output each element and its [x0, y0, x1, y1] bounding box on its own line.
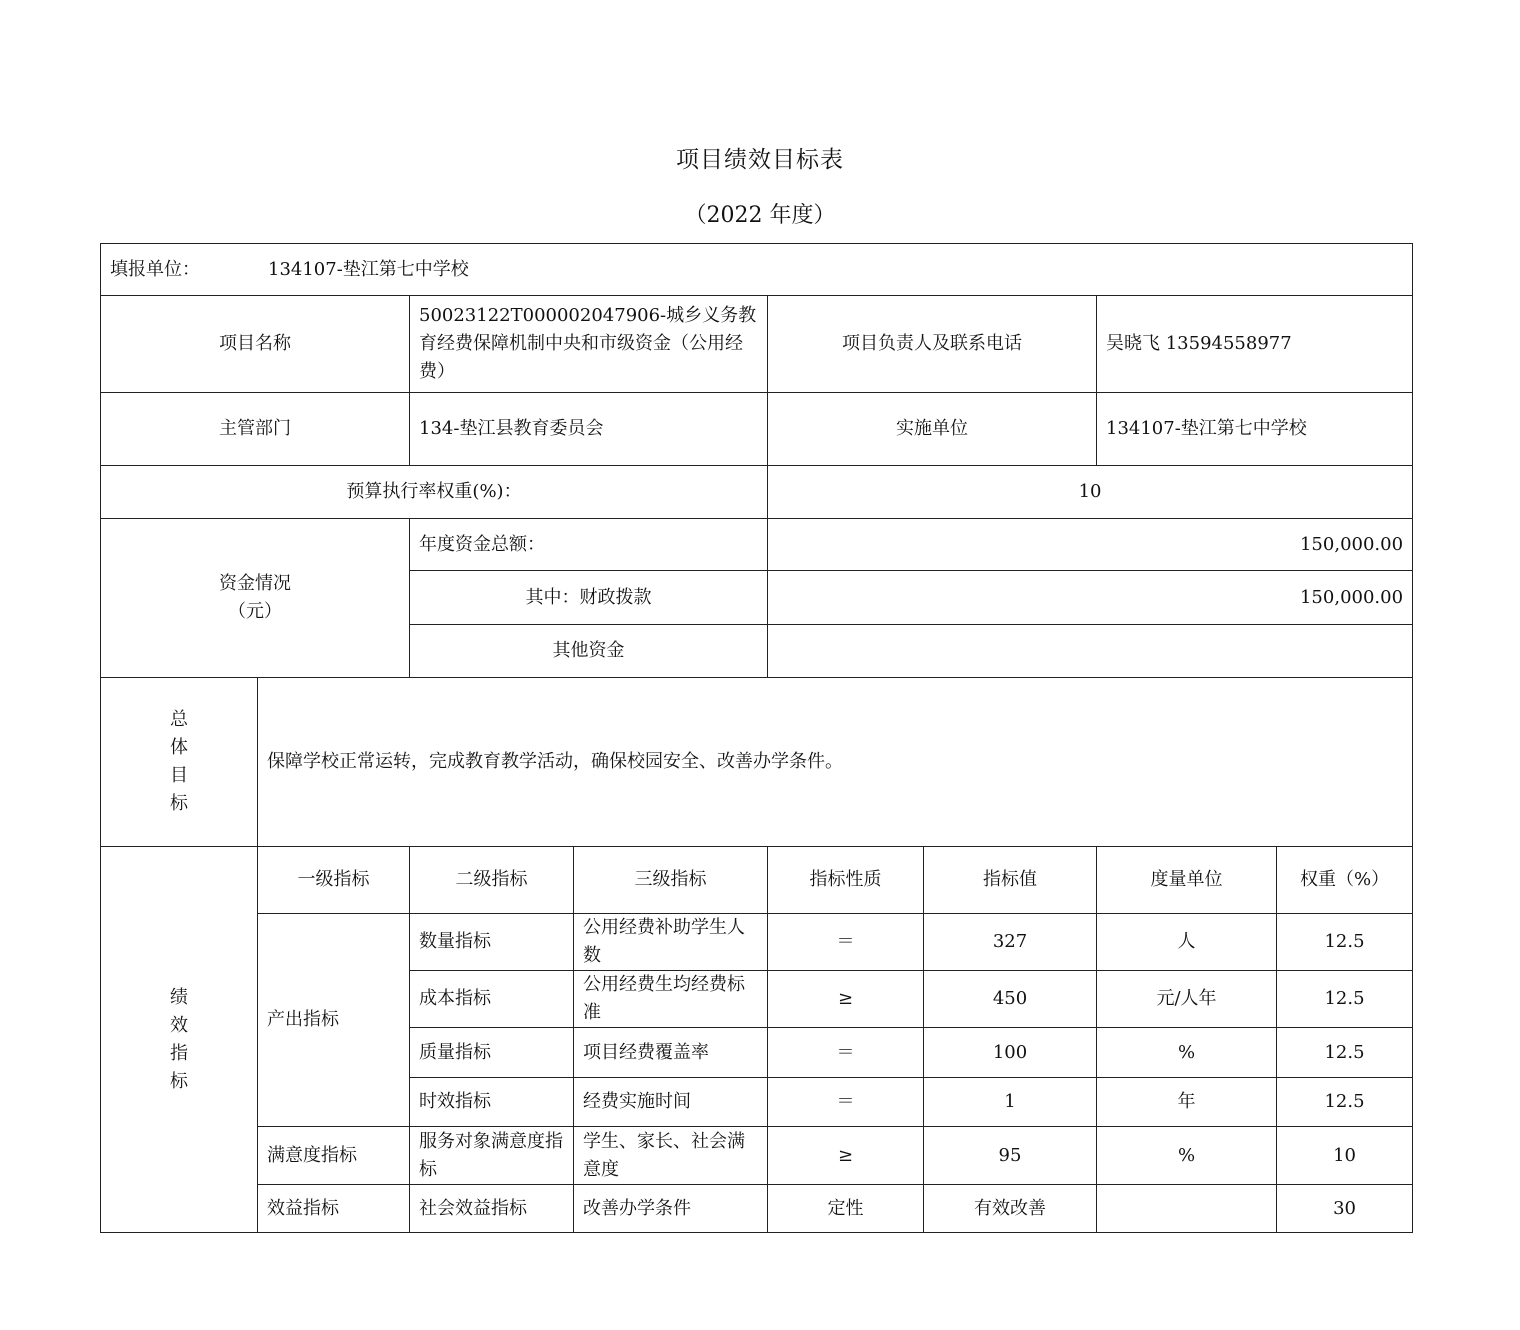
dept-row: [101, 393, 1413, 466]
goal-label-char: 标: [170, 793, 188, 814]
table-row: [101, 914, 1413, 971]
nature-cell: ≥: [768, 971, 924, 1028]
weight-cell: 10: [1277, 1127, 1413, 1185]
header-level3: 三级指标: [574, 847, 768, 914]
header-level1: 一级指标: [258, 847, 410, 914]
level2-cell: 成本指标: [410, 971, 574, 1028]
level1-cell: 效益指标: [258, 1185, 410, 1233]
impl-unit-label: 实施单位: [768, 393, 1097, 466]
level2-cell: 社会效益指标: [410, 1185, 574, 1233]
unit-row: [101, 244, 1413, 296]
header-nature: 指标性质: [768, 847, 924, 914]
project-leader-value: 吴晓飞 13594558977: [1097, 296, 1413, 393]
level1-cell: 满意度指标: [258, 1127, 410, 1185]
unit-cell: 人: [1097, 914, 1277, 971]
nature-cell: 定性: [768, 1185, 924, 1233]
weight-cell: 12.5: [1277, 971, 1413, 1028]
value-cell: 100: [924, 1028, 1097, 1078]
project-leader-label: 项目负责人及联系电话: [768, 296, 1097, 393]
level3-cell: 学生、家长、社会满意度: [574, 1127, 768, 1185]
page-subtitle: （2022 年度）: [684, 203, 836, 228]
output-indicator-label: 产出指标: [258, 914, 410, 1127]
header-unit: 度量单位: [1097, 847, 1277, 914]
funds-other-value: [768, 625, 1413, 678]
funds-label: [101, 519, 410, 678]
unit-value: 134107-垫江第七中学校: [268, 258, 469, 280]
value-cell: 450: [924, 971, 1097, 1028]
value-cell: 95: [924, 1127, 1097, 1185]
level3-cell: 改善办学条件: [574, 1185, 768, 1233]
goal-label-char: 体: [170, 737, 188, 758]
perf-header-row: [101, 847, 1413, 914]
nature-cell: ＝: [768, 914, 924, 971]
table-row: [101, 1127, 1413, 1185]
nature-cell: ＝: [768, 1028, 924, 1078]
value-cell: 327: [924, 914, 1097, 971]
header-value: 指标值: [924, 847, 1097, 914]
weight-cell: 12.5: [1277, 1028, 1413, 1078]
unit-label: 填报单位：: [110, 258, 200, 280]
level2-cell: 质量指标: [410, 1028, 574, 1078]
goal-text: 保障学校正常运转，完成教育教学活动，确保校园安全、改善办学条件。: [258, 678, 1413, 847]
funds-total-value: 150,000.00: [768, 519, 1413, 571]
unit-cell: %: [1097, 1127, 1277, 1185]
table-row: [101, 1185, 1413, 1233]
perf-label: [101, 847, 258, 1233]
budget-rate-row: [101, 466, 1413, 519]
impl-unit-value: 134107-垫江第七中学校: [1097, 393, 1413, 466]
goal-row: [101, 678, 1413, 847]
weight-cell: 12.5: [1277, 1078, 1413, 1127]
funds-label-line1: 资金情况: [219, 573, 291, 594]
perf-label-char: 指: [170, 1042, 188, 1064]
unit-cell: 年: [1097, 1078, 1277, 1127]
funds-other-label: 其他资金: [410, 625, 768, 678]
header-weight: 权重（%）: [1277, 847, 1413, 914]
level2-cell: 服务对象满意度指标: [410, 1127, 574, 1185]
funds-total-label: 年度资金总额：: [410, 519, 768, 571]
goal-label-char: 目: [170, 765, 188, 786]
funds-label-line2: （元）: [228, 601, 282, 622]
budget-rate-value: 10: [768, 466, 1413, 519]
goal-label: [101, 678, 258, 847]
weight-cell: 30: [1277, 1185, 1413, 1233]
funds-total-row: [101, 519, 1413, 571]
performance-target-table: [100, 243, 1413, 1233]
page-title: 项目绩效目标表: [676, 147, 844, 173]
perf-label-char: 效: [170, 1014, 188, 1036]
unit-cell: [101, 244, 1413, 296]
budget-rate-label: 预算执行率权重(%)：: [101, 466, 768, 519]
funds-fiscal-label: 其中：财政拨款: [410, 571, 768, 625]
dept-label: 主管部门: [101, 393, 410, 466]
perf-label-char: 标: [170, 1070, 188, 1092]
level2-cell: 数量指标: [410, 914, 574, 971]
nature-cell: ≥: [768, 1127, 924, 1185]
unit-cell: 元/人年: [1097, 971, 1277, 1028]
project-name-label: 项目名称: [101, 296, 410, 393]
level3-cell: 项目经费覆盖率: [574, 1028, 768, 1078]
level3-cell: 公用经费生均经费标准: [574, 971, 768, 1028]
header-level2: 二级指标: [410, 847, 574, 914]
value-cell: 有效改善: [924, 1185, 1097, 1233]
unit-cell: [1097, 1185, 1277, 1233]
project-row: [101, 296, 1413, 393]
funds-fiscal-value: 150,000.00: [768, 571, 1413, 625]
unit-cell: %: [1097, 1028, 1277, 1078]
project-name-value: 50023122T000002047906-城乡义务教育经费保障机制中央和市级资金（公用经费）: [410, 296, 768, 393]
value-cell: 1: [924, 1078, 1097, 1127]
level3-cell: 公用经费补助学生人数: [574, 914, 768, 971]
nature-cell: ＝: [768, 1078, 924, 1127]
weight-cell: 12.5: [1277, 914, 1413, 971]
level2-cell: 时效指标: [410, 1078, 574, 1127]
dept-value: 134-垫江县教育委员会: [410, 393, 768, 466]
level3-cell: 经费实施时间: [574, 1078, 768, 1127]
perf-label-char: 绩: [170, 986, 188, 1008]
goal-label-char: 总: [170, 709, 188, 730]
